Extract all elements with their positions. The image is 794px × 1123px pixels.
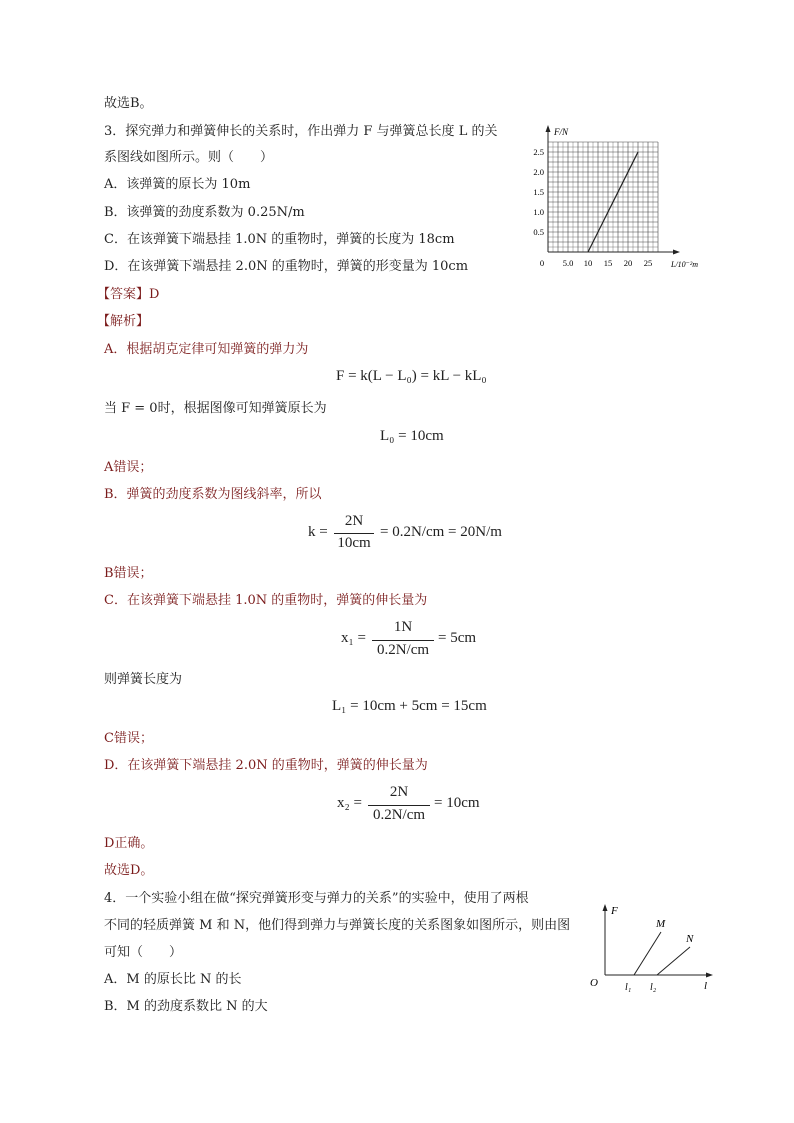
q4-stem-line3: 可知（ ）: [104, 945, 183, 960]
y-axis-arrow: [546, 125, 551, 132]
c-fraction-bar: [372, 640, 434, 641]
q3-stem-line1: 3．探究弹力和弹簧伸长的关系时，作出弹力 F 与弹簧总长度 L 的关: [104, 124, 498, 139]
x-tick-label: 25: [643, 258, 653, 268]
q3-conclusion: 故选D。: [104, 863, 154, 878]
q3-option-c: C．在该弹簧下端悬挂 1.0N 的重物时，弹簧的长度为 18cm: [104, 232, 455, 247]
c-length-equation: L₁ = 10cm + 5cm = 15cm: [332, 698, 487, 714]
y-tick-label: 2.5: [533, 147, 544, 157]
d-fraction-bar: [368, 805, 430, 806]
c-eq-numerator: 1N: [393, 619, 413, 635]
b-eq-denominator: 10cm: [337, 535, 371, 551]
l2-label: l₂: [650, 982, 657, 993]
x-tick-label: 10: [583, 258, 593, 268]
original-length-equation: L₀ = 10cm: [380, 428, 444, 444]
q3-option-a: A．该弹簧的原长为 10m: [104, 177, 251, 192]
force-length-graph: [525, 120, 715, 275]
hooke-law-equation: F = k(L − L₀) = kL − kL₀: [336, 368, 487, 384]
b-eq-numerator: 2N: [344, 513, 364, 529]
c-eq-rhs: = 5cm: [438, 630, 477, 646]
d-eq-numerator: 2N: [389, 784, 409, 800]
line-m-label: M: [656, 918, 666, 930]
x-tick-label: 5.0: [562, 258, 574, 268]
line-m: [634, 932, 661, 975]
d-eq-denominator: 0.2N/cm: [372, 807, 426, 823]
analysis-b-text: B．弹簧的劲度系数为图线斜率，所以: [104, 487, 322, 502]
q3-stem-line2: 系图线如图所示。则（ ）: [104, 150, 274, 165]
analysis-c-wrong: C错误；: [104, 731, 153, 746]
d-eq-lhs: x₂ =: [337, 795, 362, 811]
q4-stem-line2: 不同的轻质弹簧 M 和 N，他们得到弹力与弹簧长度的关系图象如图所示，则由图: [104, 918, 571, 933]
c-eq-denominator: 0.2N/cm: [376, 642, 430, 658]
q2-conclusion: 故选B。: [104, 96, 153, 111]
q3-option-b: B．该弹簧的劲度系数为 0.25N/m: [104, 205, 305, 220]
analysis-c-text: C．在该弹簧下端悬挂 1.0N 的重物时，弹簧的伸长量为: [104, 593, 428, 608]
y-tick-label: 2.0: [533, 167, 544, 177]
l-axis-label: l: [704, 980, 708, 992]
x-axis-arrow: [673, 250, 680, 255]
analysis-a-text: A．根据胡克定律可知弹簧的弹力为: [104, 342, 309, 357]
y-tick-label: 1.0: [533, 207, 544, 217]
analysis-d-right: D正确。: [104, 836, 154, 851]
line-n-label: N: [686, 933, 694, 945]
d-eq-rhs: = 10cm: [434, 795, 480, 811]
origin-label: O: [590, 977, 598, 989]
graph-grid: [548, 142, 658, 252]
analysis-b-wrong: B错误；: [104, 566, 153, 581]
b-fraction-bar: [334, 533, 374, 534]
f-axis-label: F: [611, 905, 618, 917]
q3-answer: 【答案】D: [97, 287, 160, 302]
l1-label: l₁: [625, 982, 632, 993]
q4-option-b: B．M 的劲度系数比 N 的大: [104, 999, 268, 1014]
analysis-c-text2: 则弹簧长度为: [104, 672, 183, 687]
x-tick-labels: [540, 258, 652, 268]
line-n: [657, 947, 690, 975]
x-axis-label: L/10⁻²m: [671, 260, 699, 269]
q3-option-d: D．在该弹簧下端悬挂 2.0N 的重物时，弹簧的形变量为 10cm: [104, 259, 469, 274]
analysis-d-text: D．在该弹簧下端悬挂 2.0N 的重物时，弹簧的伸长量为: [104, 758, 428, 773]
analysis-a-wrong: A错误；: [104, 460, 153, 475]
y-tick-labels: [533, 147, 544, 237]
f-axis-arrow: [603, 904, 608, 911]
q4-stem-line1: 4．一个实验小组在做“探究弹簧形变与弹力的关系”的实验中，使用了两根: [104, 891, 529, 906]
springs-mn-graph: [585, 900, 715, 995]
analysis-a-text2: 当 F = 0时，根据图像可知弹簧原长为: [104, 401, 327, 416]
b-eq-lhs: k =: [308, 524, 328, 540]
c-eq-lhs: x₁ =: [341, 630, 366, 646]
x-tick-label: 0: [539, 258, 545, 268]
x-tick-label: 15: [603, 258, 613, 268]
q3-analysis-heading: 【解析】: [97, 314, 150, 329]
y-tick-label: 1.5: [533, 187, 544, 197]
y-tick-label: 0.5: [533, 227, 544, 237]
q4-option-a: A．M 的原长比 N 的长: [104, 972, 242, 987]
l-axis-arrow: [706, 973, 713, 978]
b-eq-rhs: = 0.2N/cm = 20N/m: [380, 524, 502, 540]
x-tick-label: 20: [623, 258, 633, 268]
y-axis-label: F/N: [554, 127, 569, 137]
